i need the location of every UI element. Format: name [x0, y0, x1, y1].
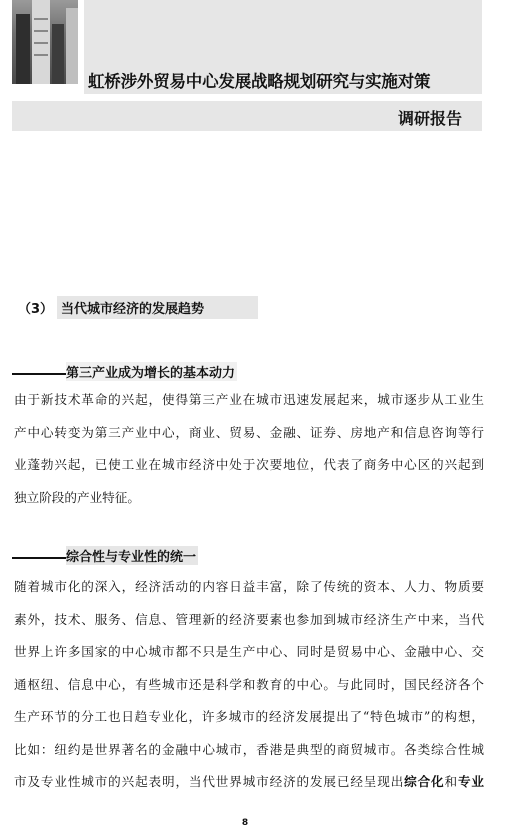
window-stripe — [34, 30, 48, 32]
paragraph-line: 世界上许多国家的中心城市都不只是生产中心、同时是贸易中心、金融中心、交 — [14, 644, 484, 659]
window-stripe — [34, 54, 48, 56]
window-stripe — [34, 18, 48, 20]
paragraph-line: 独立阶段的产业特征。 — [14, 489, 140, 505]
section-title: 当代城市经济的发展趋势 — [57, 296, 258, 319]
paragraph — [14, 384, 484, 514]
subsection-heading — [12, 362, 237, 381]
page-number: 8 — [241, 818, 249, 828]
building-shape — [66, 8, 78, 84]
paragraph-line: 生产环节的分工也日趋专业化，许多城市的经济发展提出了“特色城市”的构想， — [14, 709, 484, 724]
document-title: 虹桥涉外贸易中心发展战略规划研究与实施对策 — [88, 72, 431, 91]
paragraph-line: 产中心转变为第三产业中心，商业、贸易、金融、证券、房地产和信息咨询等行 — [14, 424, 484, 440]
subsection-title: 第三产业成为增长的基本动力 — [66, 362, 237, 381]
building-shape — [16, 14, 30, 84]
paragraph-line: 业蓬勃兴起，已使工业在城市经济中处于次要地位，代表了商务中心区的兴起到 — [14, 457, 484, 472]
subsection-title: 综合性与专业性的统一 — [66, 546, 198, 565]
line-text: 市及专业性城市的兴起表明，当代世界城市经济的发展已经呈现出 — [14, 774, 405, 789]
heading-dash — [12, 557, 66, 559]
section-heading — [18, 296, 258, 319]
paragraph-line: 由于新技术革命的兴起，使得第三产业在城市迅速发展起来，城市逐步从工业生 — [14, 392, 484, 407]
window-stripe — [34, 42, 48, 44]
paragraph — [14, 571, 484, 799]
paragraph-line: 比如：纽约是世界著名的金融中心城市，香港是典型的商贸城市。各类综合性城 — [14, 741, 484, 757]
paragraph-line — [14, 766, 484, 799]
header-building-photo — [12, 0, 78, 84]
paragraph-line: 通枢纽、信息中心，有些城市还是科学和教育的中心。与此同时，国民经济各个 — [14, 676, 484, 692]
building-shape — [52, 24, 64, 84]
heading-dash — [12, 373, 66, 375]
paragraph-line: 素外，技术、服务、信息、管理新的经济要素也参加到城市经济生产中来，当代 — [14, 611, 484, 627]
bold-term: 综合化 — [404, 774, 445, 789]
bold-term: 专业 — [457, 774, 484, 789]
section-number: （3） — [18, 302, 54, 317]
paragraph-line: 随着城市化的深入，经济活动的内容日益丰富，除了传统的资本、人力、物质要 — [14, 579, 484, 594]
report-label: 调研报告 — [397, 109, 462, 128]
subsection-heading — [12, 546, 198, 565]
line-text: 和 — [444, 774, 458, 789]
